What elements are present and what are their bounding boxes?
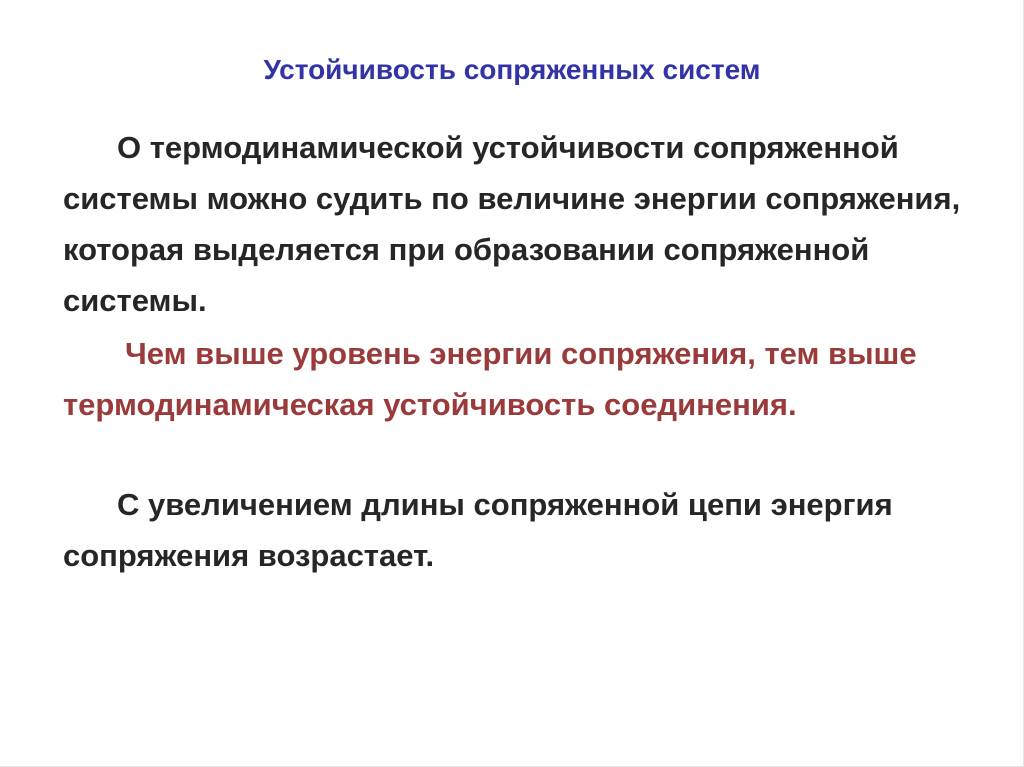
paragraph-chain-length: С увеличением длины сопряженной цепи энергия сопряжения возрастает.	[63, 487, 893, 573]
paragraph-stability-intro: О термодинамической устойчивости сопряженной системы можно судить по величине энергии сопряжения, которая выделяется при образовании сопряженной системы.	[63, 130, 961, 318]
slide-title: Устойчивость сопряженных систем	[263, 54, 761, 85]
paragraph-energy-highlight: Чем выше уровень энергии сопряжения, тем выше термодинамическая устойчивость соединения.	[63, 336, 917, 422]
